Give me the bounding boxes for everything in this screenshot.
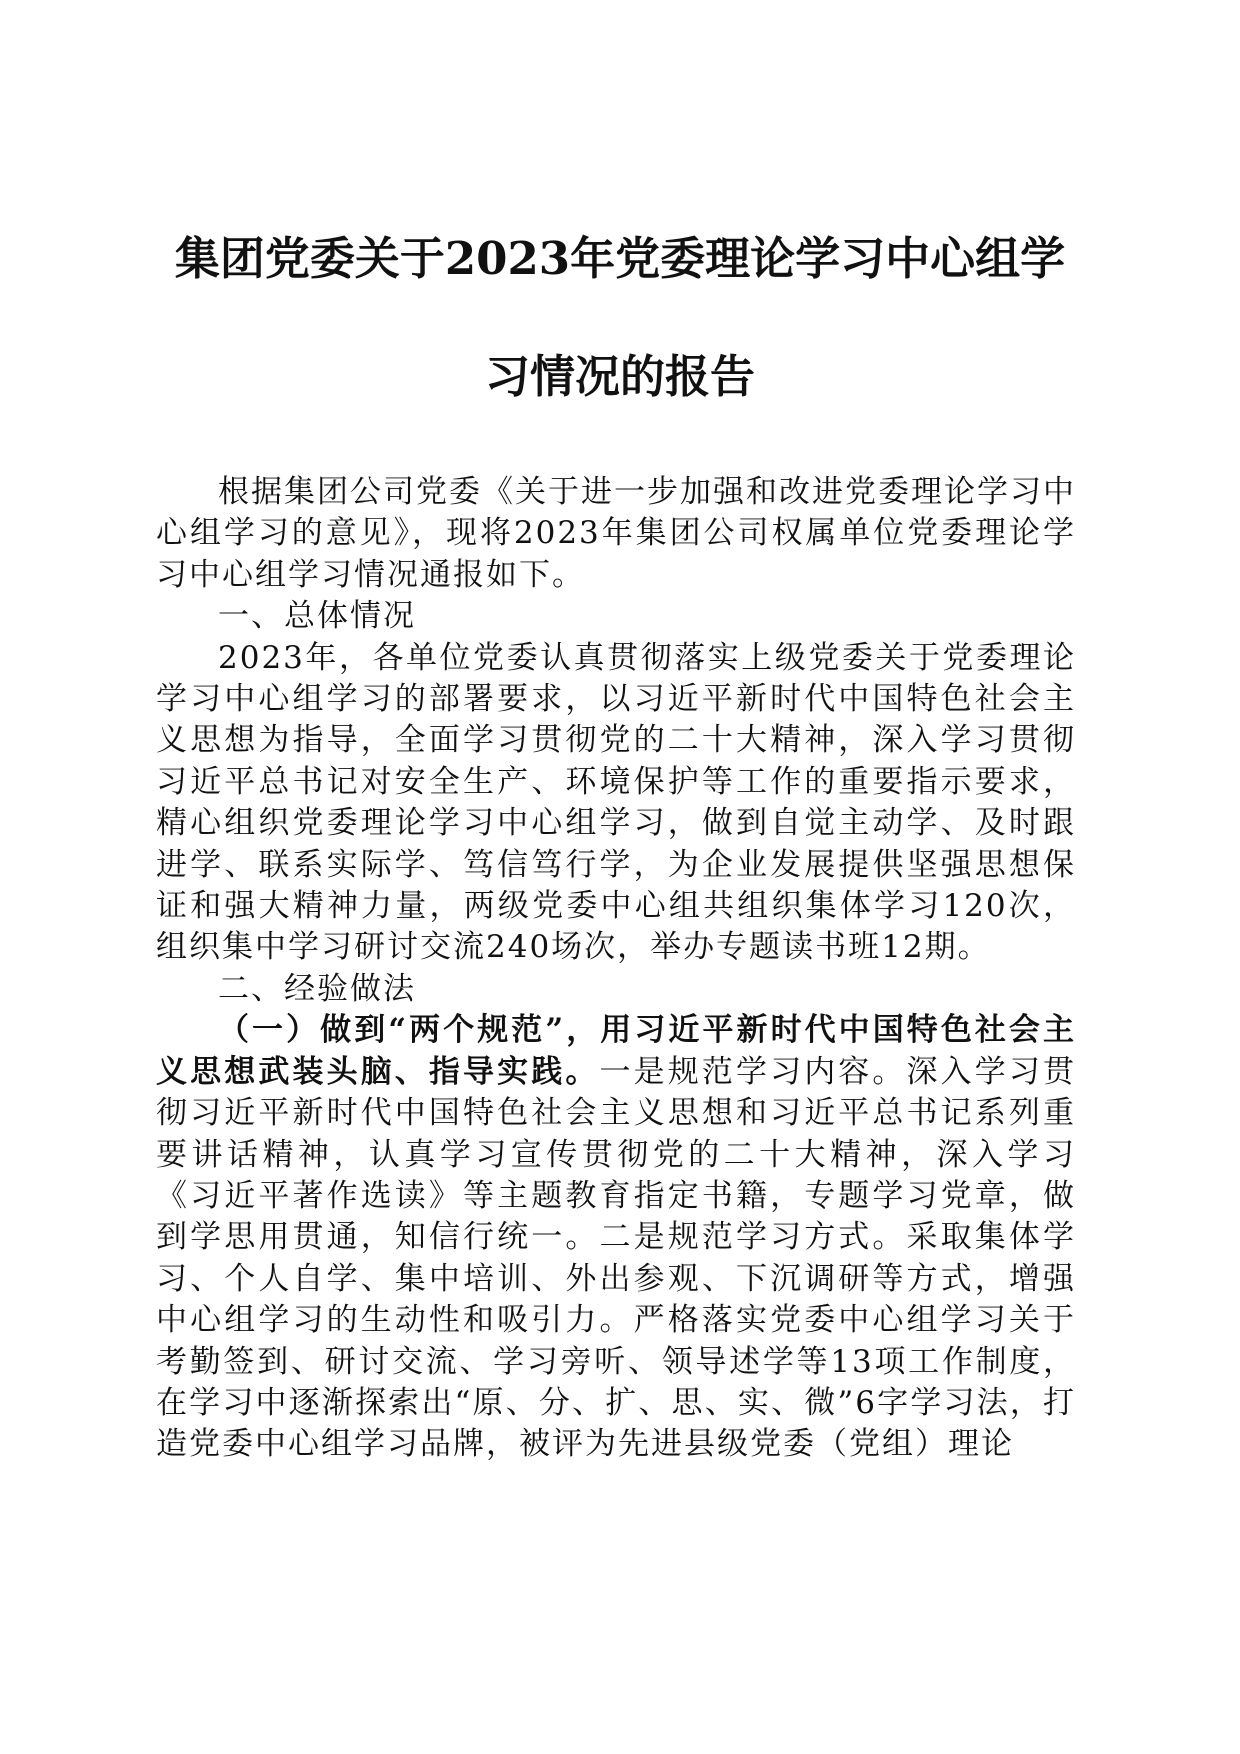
intro-paragraph: 根据集团公司党委《关于进一步加强和改进党委理论学习中心组学习的意见》，现将2023年集团公司权属单位党委理论学习中心组学习情况通报如下。: [156, 474, 1076, 593]
document-body: [156, 472, 1076, 1466]
document-title-line-1: 集团党委关于2023年党委理论学习中心组学: [174, 232, 1066, 285]
subsection-paragraph-1: [156, 1010, 1076, 1465]
subsection-lead-1: （一）做到“两个规范”，用习近平新时代中国特色社会主义思想武装头脑、指导实践。: [156, 1012, 1076, 1090]
subsection-body-1: 一是规范学习内容。深入学习贯彻习近平新时代中国特色社会主义思想和习近平总书记系列重要讲话精神，认真学习宣传贯彻党的二十大精神，深入学习《习近平著作选读》等主题教育指定书籍，专题学习党章，做到学思用贯通，知信行统一。二是规范学习方式。采取集体学习、个人自学、集中培训、外出参观、下沉调研等方式，增强中心组学习的生动性和吸引力。严格落实党委中心组学习关于考勤签到、研讨交流、学习旁听、领导述学等13项工作制度，在学习中逐渐探索出“原、分、扩、思、实、微”6字学习法，打造党委中心组学习品牌，被评为先进县级党委（党组）理论: [156, 1053, 1076, 1463]
section-heading-overall: 一、总体情况: [218, 598, 416, 635]
section-heading-experience: 二、经验做法: [218, 970, 416, 1007]
overall-paragraph: 2023年，各单位党委认真贯彻落实上级党委关于党委理论学习中心组学习的部署要求，以习近平新时代中国特色社会主义思想为指导，全面学习贯彻党的二十大精神，深入学习贯彻习近平总书记对安全生产、环境保护等工作的重要指示要求，精心组织党委理论学习中心组学习，做到自觉主动学、及时跟进学、联系实际学、笃信笃行学，为企业发展提供坚强思想保证和强大精神力量，两级党委中心组共组织集体学习120次，组织集中学习研讨交流240场次，举办专题读书班12期。: [156, 639, 1076, 966]
document-title-line-2: 习情况的报告: [484, 350, 755, 403]
